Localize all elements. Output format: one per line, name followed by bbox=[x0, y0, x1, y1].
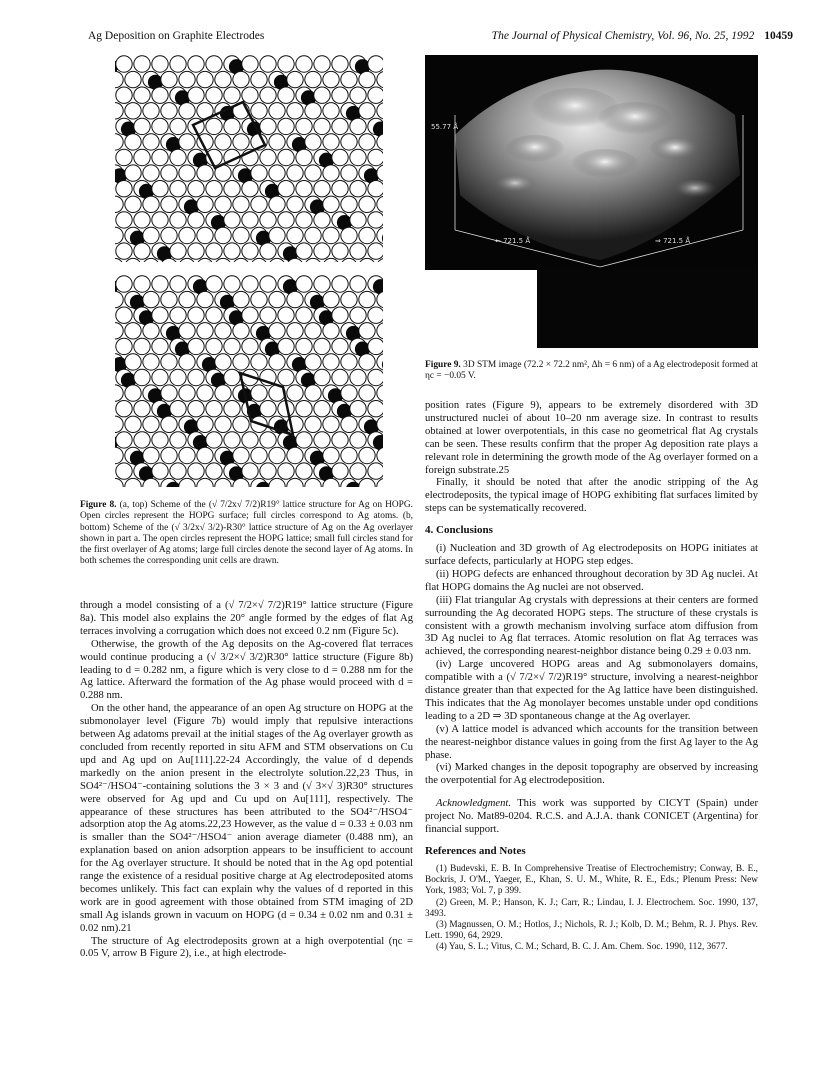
paragraph: Otherwise, the growth of the Ag deposits on the Ag-covered flat terraces would continue producing a (√ 3/2×√ 3/2)R30° lattice structure (Figure 8b) leading to d = 0.282 nm, a figure which is very close to d = 0.288 nm for the Ag lattice. Afterward the formation of the Ag phase would proceed with d = 0.288 nm. bbox=[80, 638, 413, 702]
conclusion-item: (ii) HOPG defects are enhanced throughout decoration by 3D Ag nuclei. At flat HOPG domains the Ag nuclei are not observed. bbox=[425, 568, 758, 593]
references-heading: References and Notes bbox=[425, 845, 526, 857]
reference-item: (1) Budevski, E. B. In Comprehensive Treatise of Electrochemistry; Conway, B. E., Bockris, J. O'M., Yaeger, E., Khan, S. U. M., White, R. E., Eds.; Plenum Press: New York, 1983; Vol. 7, p 399. bbox=[425, 863, 758, 897]
paragraph: through a model consisting of a (√ 7/2×√ 7/2)R19° lattice structure (Figure 8a). This model also explains the 20° angle formed by the edges of flat Ag terraces involving a corrugation which does not exceed 0.2 nm (Figure 5c). bbox=[80, 600, 413, 637]
journal-name: The Journal of Physical Chemistry, Vol. 96, No. 25, 1992 bbox=[491, 30, 755, 42]
figure-9-caption-text: 3D STM image (72.2 × 72.2 nm², Δh = 6 nm) of a Ag electrodeposit formed at ηc = −0.05 V. bbox=[425, 360, 758, 382]
figure-8-top-lattice bbox=[115, 55, 383, 262]
conclusion-item: (v) A lattice model is advanced which accounts for the transition between the nearest-neighbor distance values in going from the first Ag layer to the Ag phase. bbox=[425, 723, 758, 761]
conclusion-item: (i) Nucleation and 3D growth of Ag electrodeposits on HOPG initiates at surface defects, particularly at HOPG step edges. bbox=[425, 543, 758, 567]
figure-8-label: Figure 8. bbox=[80, 500, 117, 510]
paragraph: position rates (Figure 9), appears to be extremely disordered with 3D unstructured nuclei of about 10–20 nm average size. In contrast to results obtained at lower overpotentials, in this case no geometrical flat Ag crystals can be seen. These results confirm that the proper Ag deposition rate plays a relevant role in determining the growth mode of the Ag overlayer formed on a foreign substrate.25 bbox=[425, 400, 758, 476]
figure-9-caption bbox=[425, 360, 758, 383]
figure-9-label: Figure 9. bbox=[425, 360, 461, 370]
acknowledgment-label: Acknowledgment. bbox=[436, 798, 512, 810]
x-scale-label: ⇐ 721.5 Å bbox=[495, 237, 531, 245]
page-number: 10459 bbox=[764, 30, 793, 42]
z-scale-label: 55.77 Å bbox=[431, 123, 459, 131]
right-column-text bbox=[425, 400, 758, 954]
figure-8-caption bbox=[80, 500, 413, 568]
reference-item: (2) Green, M. P.; Hanson, K. J.; Carr, R.; Lindau, I. J. Electrochem. Soc. 1990, 137, 3493. bbox=[425, 897, 758, 919]
conclusions-heading: 4. Conclusions bbox=[425, 524, 493, 537]
acknowledgment-text: This work was supported by CICYT (Spain) under project No. Mat89-0204. R.C.S. and A.J.A. thank CONICET (Argentina) for financial support. bbox=[425, 798, 758, 836]
paragraph: On the other hand, the appearance of an open Ag structure on HOPG at the submonolayer level (Figure 7b) would imply that repulsive interactions between Ag adatoms prevail at the initial stages of the Ag overlayer growth as concluded from recently reported in situ AFM and STM observations on Cu upd and Ag upd on Au[111].22-24 Accordingly, the value of d depends markedly on the anion present in the electrolyte solution.22,23 Thus, in SO4²⁻/HSO4⁻-containing solutions the 3 × 3 and (√ 3×√ 3)R30° structures were observed for Ag upd and Cu upd on Au[111], respectively. The appearance of these structures has been attributed to the SO4²⁻/HSO4⁻ adsorption atop the Ag atoms.22,23 However, as the value d = 0.33 ± 0.03 nm is smaller than the SO4²⁻/HSO4⁻ anion average diameter (0.488 nm), an explanation based on anion adsorption appears to be insufficient to account for the Ag overlayer structure. It should be noted that in the Ag opd potential range the existence of a residual positive charge at Ag electrodeposited atoms becomes unlikely. This fact can explain why the values of d reported in this work are in good agreement with those obtained from STM imaging of 2D small Ag islands grown in vacuum on HOPG (d = 0.34 ± 0.02 nm and 0.31 ± 0.02 nm).21 bbox=[80, 703, 413, 934]
paragraph: The structure of Ag electrodeposits grown at a high overpotential (ηc = 0.05 V, arrow B Figure 2), i.e., at high electrode- bbox=[80, 935, 413, 960]
conclusion-item: (iii) Flat triangular Ag crystals with depressions at their centers are formed surrounding the Ag decorated HOPG steps. The structure of these crystals is consistent with a growth mechanism involving surface atom diffusion from 3D Ag nuclei to Ag flat terraces. Atomic resolution on flat Ag terraces was achieved, the corresponding nearest-neighbor distance being 0.29 ± 0.03 nm. bbox=[425, 594, 758, 658]
lattice-scheme-b bbox=[115, 275, 383, 487]
reference-item: (3) Magnussen, O. M.; Hotlos, J.; Nichols, R. J.; Kolb, D. M.; Behm, R. J. Phys. Rev. Lett. 1990, 64, 2929. bbox=[425, 919, 758, 942]
lattice-scheme-a bbox=[115, 55, 383, 262]
figure-9-stm-image bbox=[425, 55, 758, 270]
references-list bbox=[425, 864, 758, 954]
figure-9-lower-panel bbox=[425, 270, 758, 348]
left-column-text bbox=[80, 600, 413, 961]
conclusion-item: (vi) Marked changes in the deposit topography are observed by increasing the overpotential for Ag electrodeposition. bbox=[425, 762, 758, 787]
journal-citation bbox=[492, 30, 793, 42]
figure-8-caption-text: (a, top) Scheme of the (√ 7/2x√ 7/2)R19° lattice structure for Ag on HOPG. Open circles represent the HOPG surface; full circles correspond to Ag atoms. (b, bottom) Scheme of the (√ 3/2x√ 3/2)-R30° lattice structure of Ag on the Ag overlayer shown in part a. The open circles represent the HOPG lattice; small full circles stand for the first overlayer of Ag atoms; large full circles denote the second layer of Ag atoms. In both schemes the corresponding unit cells are drawn. bbox=[80, 500, 414, 567]
y-scale-label: ⇒ 721.5 Å bbox=[655, 237, 691, 245]
acknowledgment bbox=[425, 798, 758, 837]
paragraph: Finally, it should be noted that after the anodic stripping of the Ag electrodeposits, the typical image of HOPG exhibiting flat surfaces limited by steps can be systematically recovered. bbox=[425, 477, 758, 515]
stm-3d-surface bbox=[425, 55, 758, 270]
running-head: Ag Deposition on Graphite Electrodes bbox=[88, 30, 265, 42]
conclusion-item: (iv) Large uncovered HOPG areas and Ag submonolayers domains, compatible with a (√ 7/2×√ 7/2)R19° structure, involving a nearest-neighbor distance greater than that expected for the Ag lattice have been distinguished. This indicates that the Ag monolayer becomes unstable under opd conditions leading to a 2D ⇒ 3D spontaneous change at the Ag overlayer. bbox=[425, 659, 758, 722]
figure-8-bottom-lattice bbox=[115, 275, 383, 487]
reference-item: (4) Yau, S. L.; Vitus, C. M.; Schard, B. C. J. Am. Chem. Soc. 1990, 112, 3677. bbox=[436, 942, 728, 953]
